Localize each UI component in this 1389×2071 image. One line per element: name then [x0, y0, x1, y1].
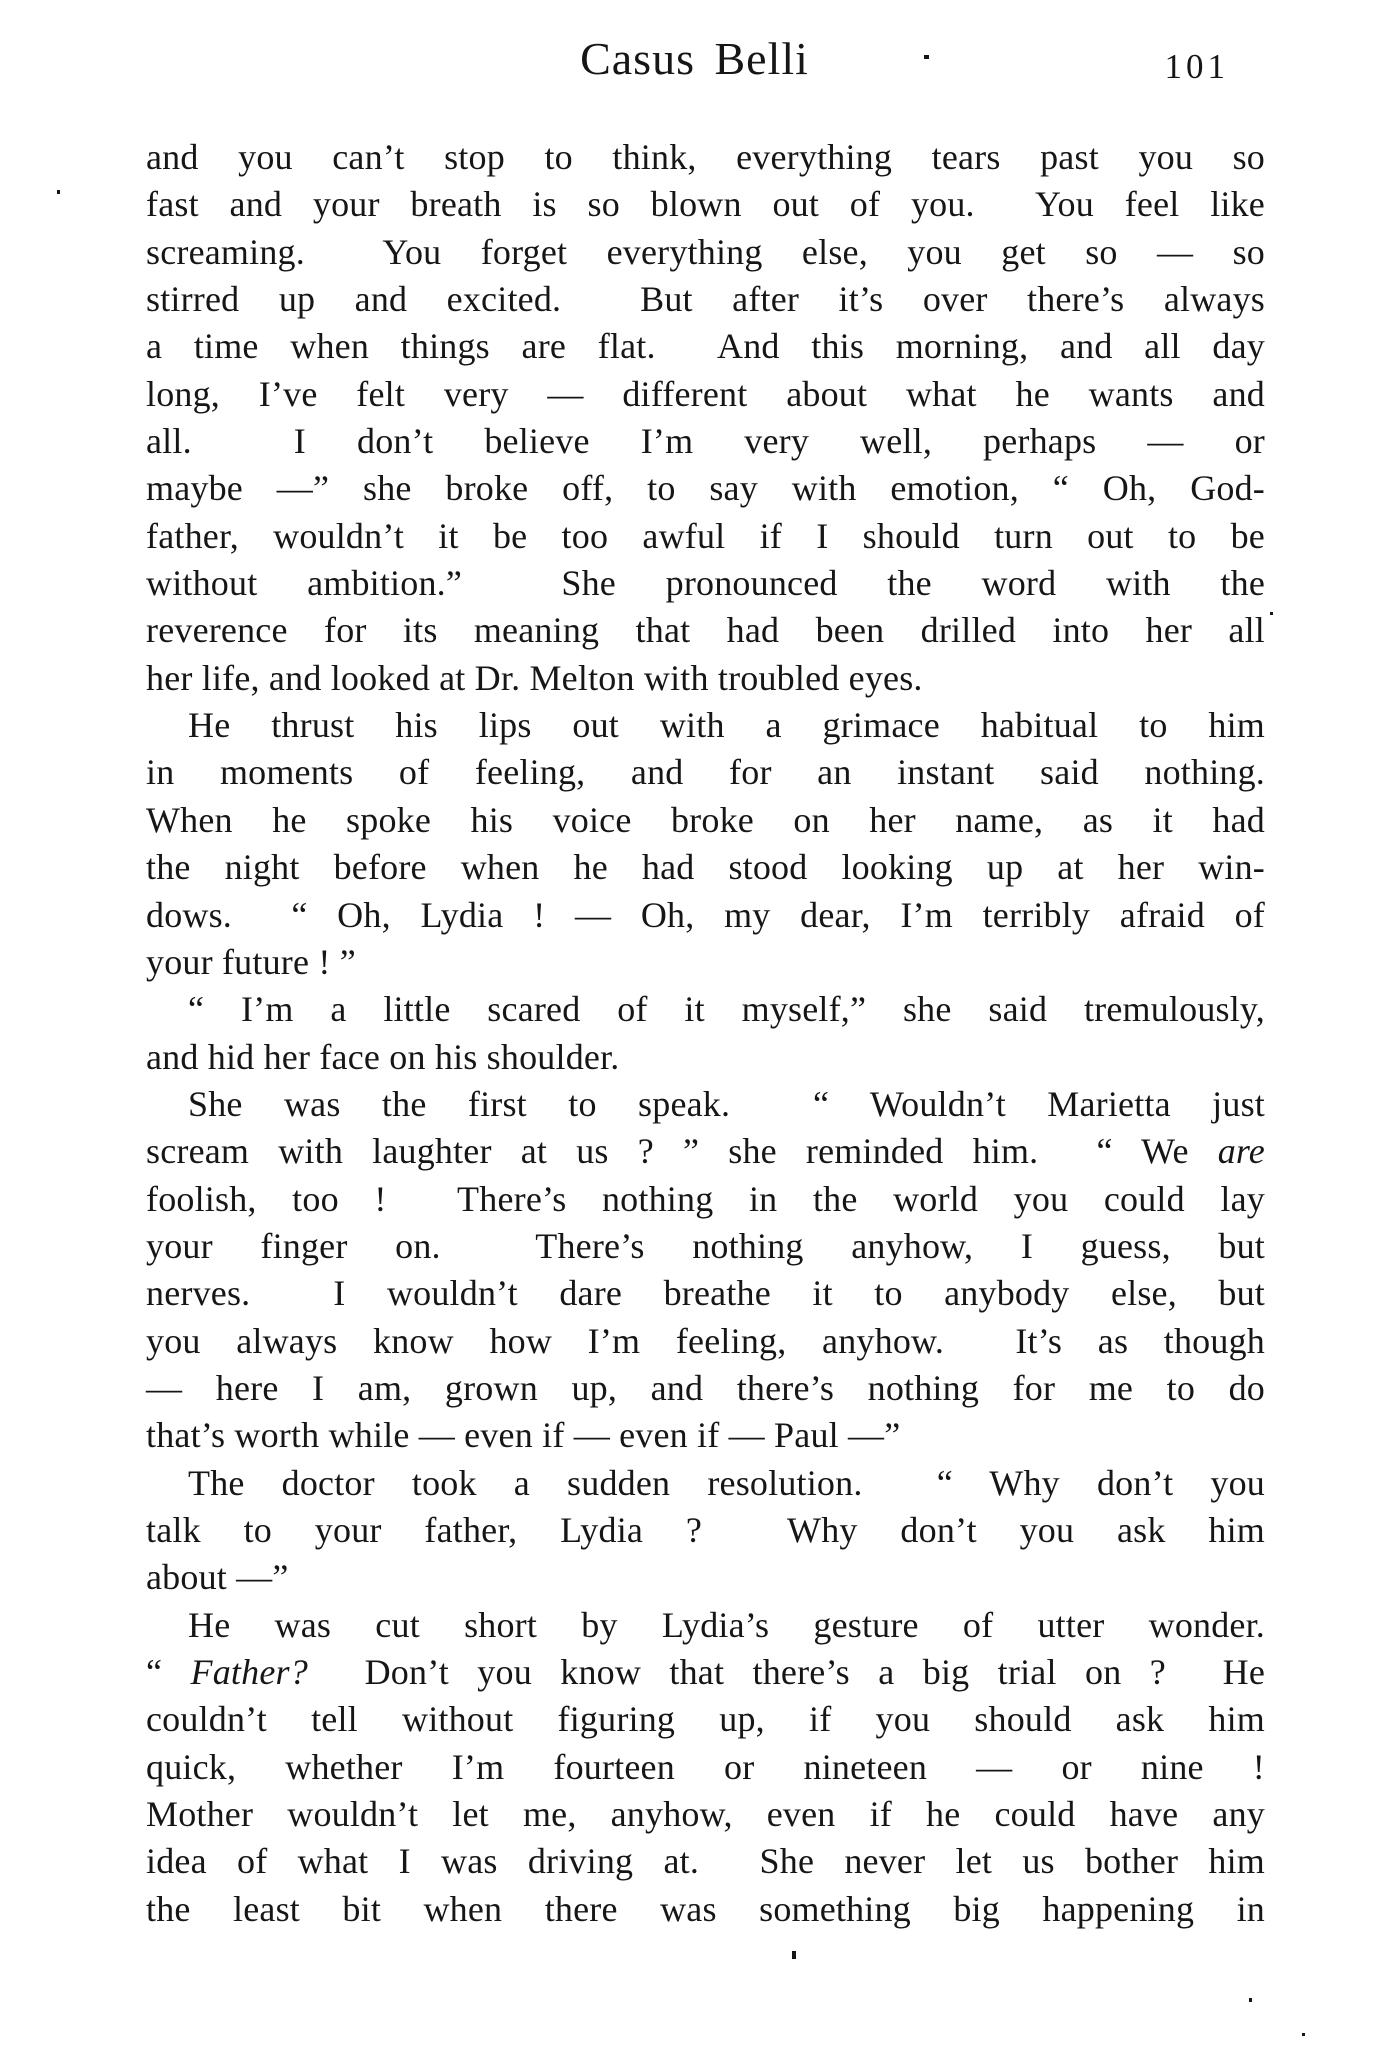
text-segment: stirred up and excited. But after it’s over there’s always — [146, 279, 1265, 320]
text-line — [146, 1744, 1265, 1791]
text-line — [146, 607, 1265, 654]
text-line — [146, 1602, 1265, 1649]
text-line — [146, 1128, 1265, 1175]
text-line — [146, 1223, 1265, 1270]
text-line — [146, 1507, 1265, 1554]
scan-speck — [1302, 2033, 1305, 2036]
text-segment: the night before when he had stood looking up at her win- — [146, 847, 1265, 888]
text-segment: your future ! ” — [146, 941, 356, 982]
text-line — [146, 418, 1265, 465]
text-segment: idea of what I was driving at. She never let us bother him — [146, 1841, 1265, 1882]
text-line — [146, 797, 1265, 844]
scan-speck — [57, 190, 60, 194]
text-segment: He thrust his lips out with a grimace habitual to him — [188, 705, 1265, 746]
text-line — [146, 1365, 1265, 1412]
text-line — [146, 1791, 1265, 1838]
text-segment: you always know how I’m feeling, anyhow. It’s as though — [146, 1320, 1265, 1361]
italic-text-segment: are — [1217, 1131, 1265, 1172]
text-segment: reverence for its meaning that had been drilled into her all — [146, 610, 1265, 651]
text-line — [146, 844, 1265, 891]
text-segment: talk to your father, Lydia ? Why don’t you ask him — [146, 1509, 1265, 1550]
text-line — [146, 134, 1265, 181]
text-segment: about —” — [146, 1557, 289, 1598]
scan-speck — [1249, 1998, 1252, 2002]
text-segment: nerves. I wouldn’t dare breathe it to anybody else, but — [146, 1273, 1265, 1314]
text-segment: screaming. You forget everything else, you get so — so — [146, 231, 1265, 272]
body-text — [146, 134, 1265, 1933]
text-segment: long, I’ve felt very — different about what he wants and — [146, 373, 1265, 414]
text-line — [146, 1886, 1265, 1933]
text-segment: fast and your breath is so blown out of you. You feel like — [146, 184, 1265, 225]
text-segment: father, wouldn’t it be too awful if I should turn out to be — [146, 515, 1265, 556]
text-line — [146, 1696, 1265, 1743]
text-segment: — here I am, grown up, and there’s nothing for me to do — [146, 1367, 1265, 1408]
text-segment: scream with laughter at us ? ” she reminded him. “ We — [146, 1131, 1218, 1172]
running-header — [0, 0, 1389, 110]
text-line — [146, 181, 1265, 228]
page-number: 101 — [1164, 47, 1229, 86]
text-line — [146, 323, 1265, 370]
text-segment: all. I don’t believe I’m very well, perhaps — or — [146, 421, 1265, 462]
text-segment: foolish, too ! There’s nothing in the world you could lay — [146, 1178, 1265, 1219]
text-segment: the least bit when there was something big happening in — [146, 1888, 1265, 1929]
text-line — [146, 513, 1265, 560]
text-line — [146, 892, 1265, 939]
scan-speck — [924, 55, 929, 59]
text-segment: quick, whether I’m fourteen or nineteen — or nine ! — [146, 1746, 1265, 1787]
text-line — [146, 939, 1265, 986]
text-segment: and hid her face on his shoulder. — [146, 1036, 620, 1077]
text-segment: Don’t you know that there’s a big trial on ? He — [307, 1652, 1265, 1692]
text-segment: that’s worth while — even if — even if — Paul —” — [146, 1415, 901, 1456]
text-segment: her life, and looked at Dr. Melton with troubled eyes. — [146, 657, 923, 698]
text-segment: maybe —” she broke off, to say with emotion, “ Oh, God- — [146, 468, 1265, 509]
text-segment: The doctor took a sudden resolution. “ Why don’t you — [188, 1462, 1265, 1503]
text-line — [146, 986, 1265, 1033]
text-line — [146, 276, 1265, 323]
text-line — [146, 1649, 1265, 1696]
text-line — [146, 1270, 1265, 1317]
text-line — [146, 1554, 1265, 1601]
text-segment: a time when things are flat. And this morning, and all day — [146, 326, 1265, 367]
text-segment: When he spoke his voice broke on her name, as it had — [146, 799, 1265, 840]
text-line — [146, 1318, 1265, 1365]
text-line — [146, 465, 1265, 512]
text-segment: “ — [146, 1652, 191, 1692]
text-segment: She was the first to speak. “ Wouldn’t Marietta just — [188, 1083, 1265, 1124]
text-segment: without ambition.” She pronounced the word with the — [146, 563, 1265, 604]
text-line — [146, 229, 1265, 276]
text-line — [146, 702, 1265, 749]
italic-text-segment: Father? — [190, 1652, 308, 1692]
text-line — [146, 1412, 1265, 1459]
text-line — [146, 655, 1265, 702]
text-line — [146, 1081, 1265, 1128]
text-line — [146, 1034, 1265, 1081]
text-line — [146, 749, 1265, 796]
text-segment: dows. “ Oh, Lydia ! — Oh, my dear, I’m terribly afraid of — [146, 894, 1265, 935]
page-title: Casus Belli — [580, 33, 809, 84]
text-segment: “ I’m a little scared of it myself,” she said tremulously, — [188, 989, 1265, 1030]
scan-speck — [792, 1951, 796, 1959]
text-line — [146, 371, 1265, 418]
scan-speck — [1270, 612, 1273, 615]
text-segment: He was cut short by Lydia’s gesture of utter wonder. — [188, 1604, 1265, 1645]
text-segment: and you can’t stop to think, everything tears past you so — [146, 137, 1265, 177]
text-line — [146, 1838, 1265, 1885]
text-segment: Mother wouldn’t let me, anyhow, even if he could have any — [146, 1794, 1265, 1835]
text-segment: in moments of feeling, and for an instant said nothing. — [146, 752, 1265, 793]
text-line — [146, 1176, 1265, 1223]
text-segment: your finger on. There’s nothing anyhow, I guess, but — [146, 1225, 1265, 1266]
text-line — [146, 560, 1265, 607]
text-segment: couldn’t tell without figuring up, if you should ask him — [146, 1699, 1265, 1740]
text-line — [146, 1460, 1265, 1507]
